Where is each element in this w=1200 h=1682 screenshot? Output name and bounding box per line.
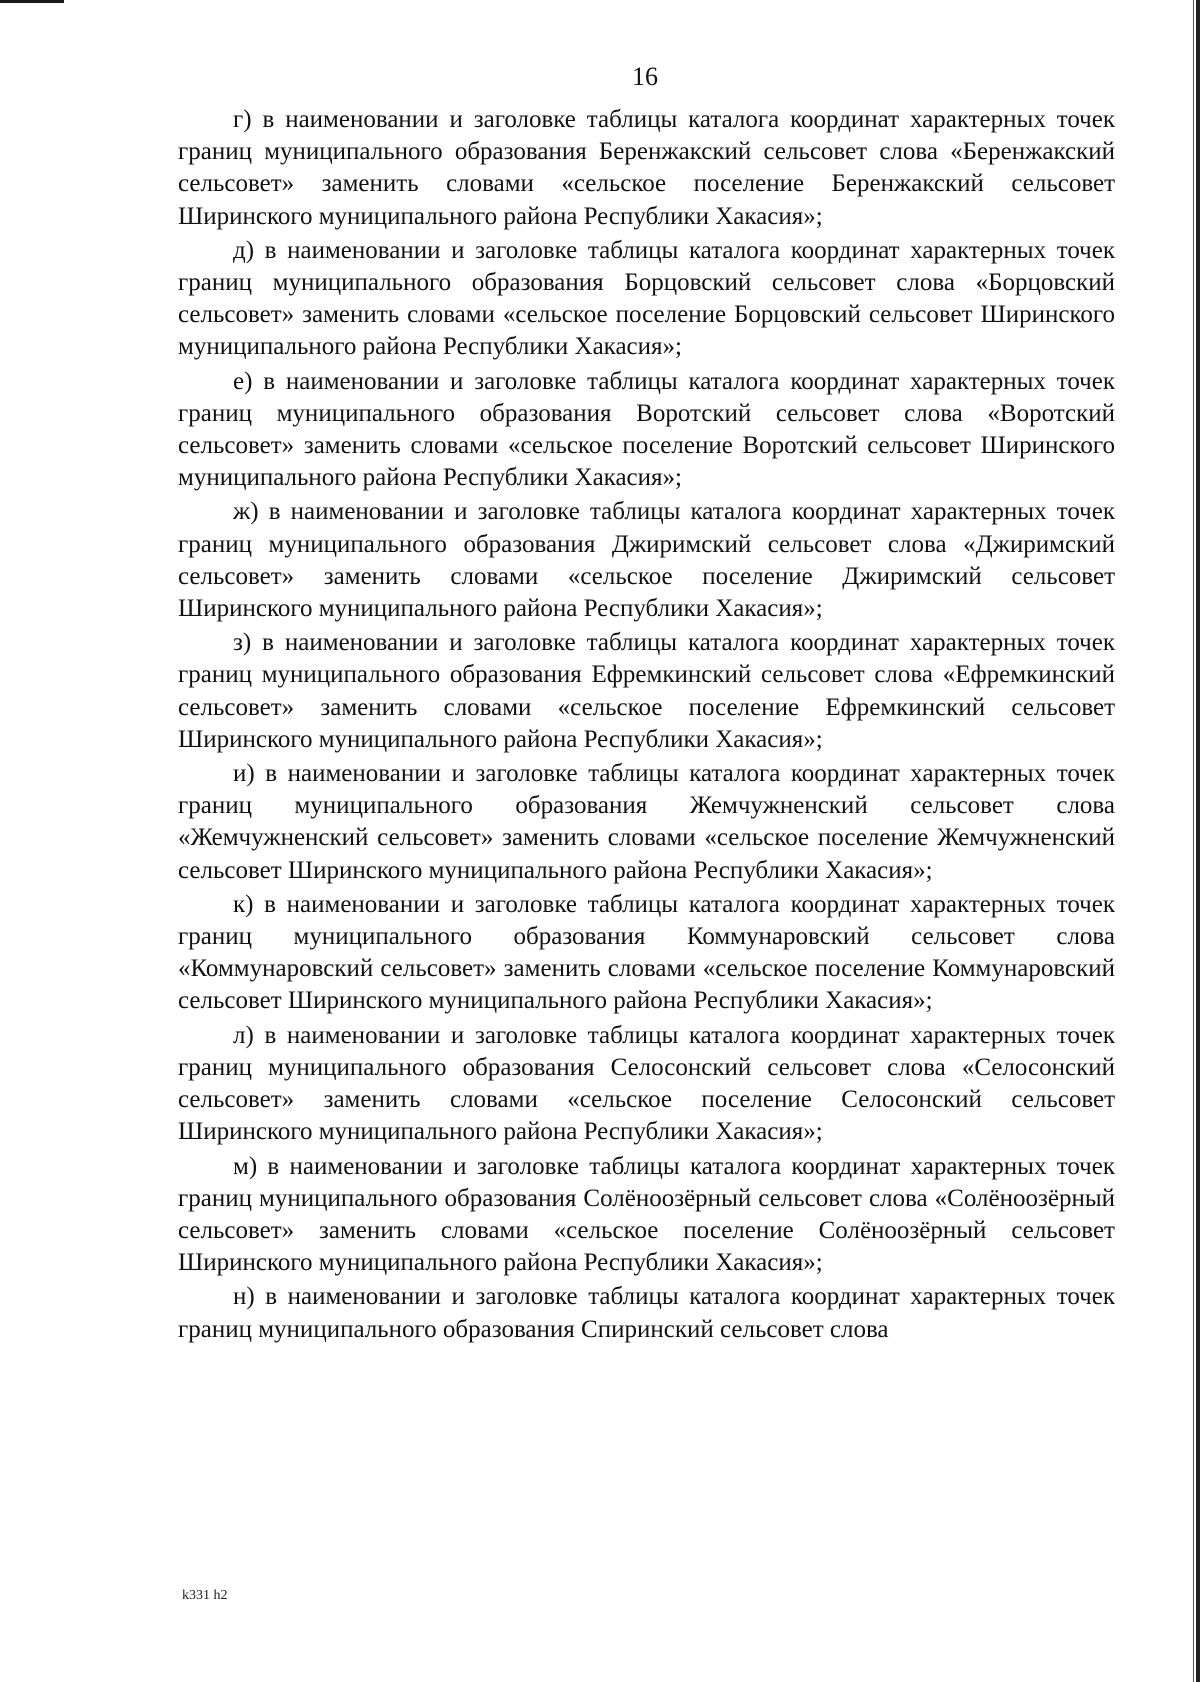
paragraph-g: г) в наименовании и заголовке таблицы каталога координат характерных точек границ муниципального образования Беренжакский сельсовет слова «Беренжакский сельсовет» заменить словами «сельское поселение Беренжакский сельсовет Ширинского муниципального района Республики Хакасия»; — [178, 106, 1115, 230]
scan-edge-top — [0, 0, 64, 3]
scan-edge-right — [1196, 0, 1200, 1682]
paragraph-k: к) в наименовании и заголовке таблицы каталога координат характерных точек границ муниципального образования Коммунаровский сельсовет слова «Коммунаровский сельсовет» заменить словами «сельское поселение Коммунаровский сельсовет Ширинского муниципального района Республики Хакасия»; — [178, 890, 1115, 1015]
paragraph-m: м) в наименовании и заголовке таблицы каталога координат характерных точек границ муниципального образования Солёноозёрный сельсовет слова «Солёноозёрный сельсовет» заменить словами «сельское поселение Солёноозёрный сельсовет Ширинского муниципального района Республики Хакасия»; — [178, 1152, 1115, 1277]
paragraph-d: д) в наименовании и заголовке таблицы каталога координат характерных точек границ муниципального образования Борцовский сельсовет слова «Борцовский сельсовет» заменить словами «сельское поселение Борцовский сельсовет Ширинского муниципального района Республики Хакасия»; — [178, 236, 1115, 361]
paragraph-l: л) в наименовании и заголовке таблицы каталога координат характерных точек границ муниципального образования Селосонский сельсовет слова «Селосонский сельсовет» заменить словами «сельское поселение Селосонский сельсовет Ширинского муниципального района Республики Хакасия»; — [178, 1021, 1115, 1146]
paragraph-n: н) в наименовании и заголовке таблицы каталога координат характерных точек границ муниципального образования Спиринский сельсовет слова — [178, 1283, 1115, 1343]
paragraph-i: и) в наименовании и заголовке таблицы каталога координат характерных точек границ муниципального образования Жемчужненский сельсовет слова «Жемчужненский сельсовет» заменить словами «сельское поселение Жемчужненский сельсовет Ширинского муниципального района Республики Хакасия»; — [178, 760, 1115, 884]
document-code: k331 h2 — [182, 1588, 228, 1603]
paragraph-e: е) в наименовании и заголовке таблицы каталога координат характерных точек границ муниципального образования Воротский сельсовет слова «Воротский сельсовет» заменить словами «сельское поселение Воротский сельсовет Ширинского муниципального района Республики Хакасия»; — [178, 367, 1115, 492]
scan-edge-right-inner — [1193, 0, 1194, 1682]
document-body — [178, 104, 1115, 1348]
paragraph-z: з) в наименовании и заголовке таблицы каталога координат характерных точек границ муниципального образования Ефремкинский сельсовет слова «Ефремкинский сельсовет» заменить словами «сельское поселение Ефремкинский сельсовет Ширинского муниципального района Республики Хакасия»; — [178, 629, 1115, 753]
page-number: 16 — [632, 62, 658, 91]
paragraph-zh: ж) в наименовании и заголовке таблицы каталога координат характерных точек границ муниципального образования Джиримский сельсовет слова «Джиримский сельсовет» заменить словами «сельское поселение Джиримский сельсовет Ширинского муниципального района Республики Хакасия»; — [178, 498, 1115, 623]
